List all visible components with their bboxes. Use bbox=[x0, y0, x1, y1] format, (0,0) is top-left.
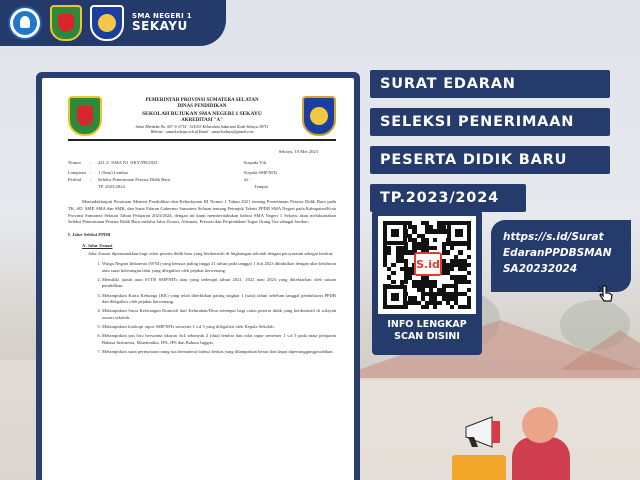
title-stack bbox=[370, 70, 610, 212]
qr-code[interactable] bbox=[378, 216, 476, 314]
requirements-list bbox=[68, 261, 336, 356]
letterhead-line2: DINAS PENDIDIKAN bbox=[177, 104, 227, 110]
recipient-line: di - bbox=[244, 176, 251, 182]
link-box[interactable] bbox=[491, 220, 631, 292]
title-line-2: SELEKSI PENERIMAAN bbox=[370, 108, 610, 136]
school-name-line2: SEKAYU bbox=[132, 19, 188, 34]
meta-row: TP. 2023/2024 bbox=[98, 183, 125, 189]
list-item: 7. Melampirkan surat pernyataan orang tua bermaterai bahwa berkas yang dilampirkan benar dan dapat dipertanggungjawabkan. bbox=[102, 349, 336, 356]
province-emblem-icon bbox=[68, 96, 102, 136]
letterhead-address: Jalan Merdeka No. 007 ℗ 0714 - 321033 Kelurahan Sukarami Kode Sekayu 30711 bbox=[135, 123, 269, 129]
qr-caption-line2: SCAN DISINI bbox=[394, 331, 460, 343]
list-item: 2. Memiliki ijazah atau STTB SMP/MTs atau yang sederajat tahun 2021, 2022 atau 2023 yang dikeluarkan oleh satuan pendidikan. bbox=[102, 277, 336, 290]
letter-meta-left bbox=[68, 160, 229, 191]
qr-card bbox=[372, 210, 482, 355]
letterhead-line4: AKREDITASI "A" bbox=[181, 117, 223, 123]
letter-meta bbox=[68, 160, 336, 191]
letter-date: Sekayu, 10 Mei 2023 bbox=[278, 149, 318, 154]
sid-logo: S.id bbox=[414, 252, 442, 276]
school-logo bbox=[90, 5, 124, 41]
letterhead-text bbox=[102, 98, 302, 134]
link-line3: SA20232024 bbox=[503, 262, 578, 275]
list-item: 5. Melampirkan fotokopi rapor SMP/MTs semester 1 s.d 5 yang dilegalisir oleh Kepala Sekolah. bbox=[102, 324, 336, 331]
meta-row: Lampiran : 1 (Satu) Lembar bbox=[68, 170, 129, 176]
subsection-text: Jalur Zonasi diperuntukkan bagi calon peserta didik baru yang berdomisili di lingkungan sekolah dengan persyaratan sebagai berikut: bbox=[88, 251, 334, 257]
tut-wuri-handayani-logo bbox=[8, 6, 42, 40]
meta-row: Nomor : 421.3/ /SMA N1 /SKY/PB/2023 bbox=[68, 159, 158, 165]
letterhead-contact: Website : sman1sekayu.sch.id Email : sman1sekayu@gmail.com bbox=[150, 128, 254, 134]
hand-cursor-icon bbox=[596, 284, 616, 304]
document-frame bbox=[36, 72, 360, 480]
list-item: 6. Melampirkan pas foto berwarna ukuran 3x4 sebanyak 2 (dua) lembar dan nilai rapor semester 1 s.d 5 pada mata pelajaran Bahasa Indonesia, Matematika, IPA, IPS dan Bahasa Inggris. bbox=[102, 333, 336, 346]
recipient-line: Kepada Yth. bbox=[244, 159, 268, 165]
list-item: 3. Melampirkan Kartu Keluarga (KK) yang telah diterbitkan paling singkat 1 (satu) tahun sebelum tanggal pendaftaran PPDB dan dilegalisir oleh pejabat berwenang. bbox=[102, 293, 336, 306]
letter-recipient bbox=[234, 160, 336, 191]
circular-letter bbox=[42, 78, 354, 480]
school-name-line1: SMA NEGERI 1 bbox=[132, 12, 192, 21]
letter-intro: Menindaklanjuti Peraturan Menteri Pendidikan dan Kebudayaan RI Nomor 1 Tahun 2021 tentang Penerimaan Peserta Didik Baru pada TK, SD, SMP, SMA dan SMK, dan Surat Edaran Gubernur Sumatera Selatan tentang Petunjuk Teknis PPDB SMA Negeri pada Kabupaten/Kota Provinsi Sumatera Selatan Tahun Pelajaran 2023/2024, dengan ini kami memberitahukan bahwa SMA Negeri 1 Sekayu akan melaksanakan Seleksi Penerimaan Peserta Didik Baru melalui Jalur Zonasi, Afirmasi, Prestasi dan Perpindahan Tugas Orang Tua sebagai berikut: bbox=[68, 199, 336, 225]
recipient-line: Kepala SMP/MTs bbox=[244, 170, 278, 176]
qr-caption bbox=[378, 319, 476, 344]
meta-row: Perihal : Seleksi Penerimaan Peserta Didik Baru bbox=[68, 176, 171, 182]
qr-finder bbox=[383, 285, 407, 309]
recipient-line: Tempat bbox=[254, 183, 268, 189]
list-item: 1. Warga Negara Indonesia (WNI) yang berusia paling tinggi 21 tahun pada tanggal 1 Juli 2023 dibuktikan dengan akte kelahiran atau surat keterangan lahir yang dilegalisir oleh pejabat berwenang. bbox=[102, 261, 336, 274]
link-line2: EdaranPPDBSMAN bbox=[503, 246, 612, 259]
list-item: 4. Melampirkan Surat Keterangan Domisili dari Kelurahan/Desa setempat bagi calon peserta didik yang berdomisili di wilayah zonasi sekolah. bbox=[102, 308, 336, 321]
qr-finder bbox=[447, 221, 471, 245]
subsection-heading: A. Jalur Zonasi bbox=[82, 242, 113, 248]
title-line-4: TP.2023/2024 bbox=[370, 184, 526, 212]
letterhead-rule bbox=[68, 139, 336, 141]
section-heading: I. Jalur Seleksi PPDB bbox=[68, 231, 111, 237]
link-line1: https://s.id/Surat bbox=[503, 231, 604, 243]
qr-caption-line1: INFO LENGKAP bbox=[387, 319, 467, 330]
sumsel-province-logo bbox=[50, 5, 82, 41]
title-line-1: SURAT EDARAN bbox=[370, 70, 610, 98]
letterhead-line3: SEKOLAH RUJUKAN SMA NEGERI 1 SEKAYU bbox=[142, 110, 262, 117]
letterhead-line1: PEMERINTAH PROVINSI SUMATERA SELATAN bbox=[145, 98, 259, 104]
letterhead bbox=[68, 96, 336, 136]
school-name bbox=[132, 13, 192, 33]
header-banner bbox=[0, 0, 226, 46]
megaphone-illustration bbox=[452, 405, 572, 480]
megaphone-icon bbox=[462, 415, 514, 449]
qr-finder bbox=[383, 221, 407, 245]
school-emblem-icon bbox=[302, 96, 336, 136]
title-line-3: PESERTA DIDIK BARU bbox=[370, 146, 610, 174]
